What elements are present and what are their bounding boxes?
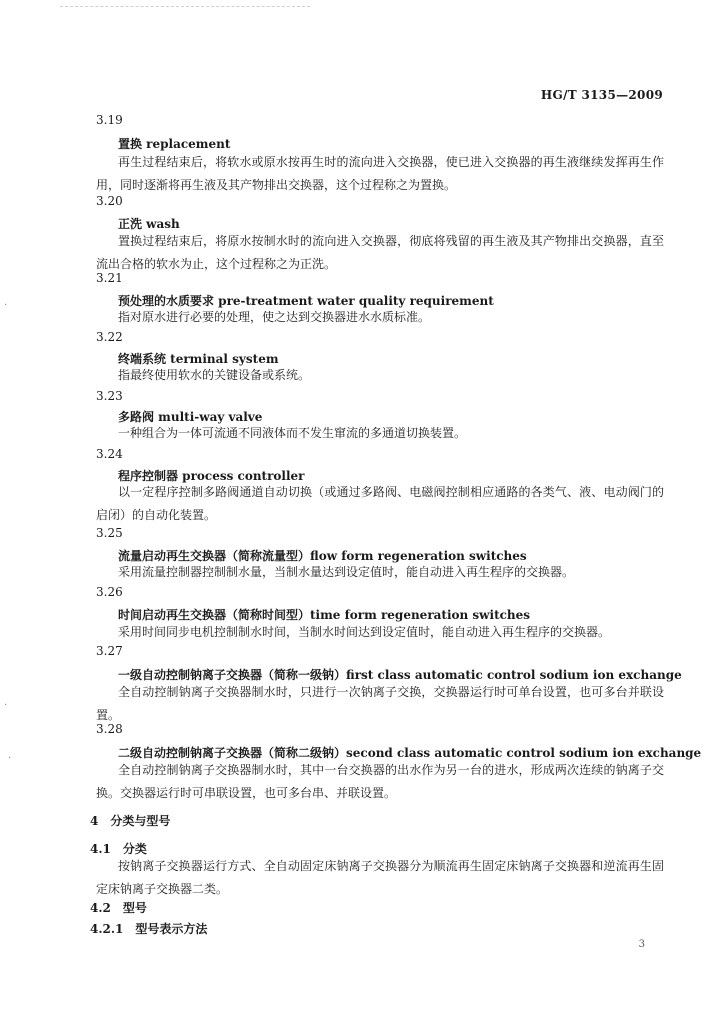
clause-term: 二级自动控制钠离子交换器（简称二级钠）second class automatic control sodium ion exchange bbox=[118, 746, 702, 760]
clause-text: 一种组合为一体可流通不同液体而不发生窜流的多通道切换装置。 bbox=[118, 426, 467, 440]
clause-text: 置换过程结束后，将原水按制水时的流向进入交换器，彻底将残留的再生液及其产物排出交换器，直至流出合格的软水为止，这个过程称之为正洗。 bbox=[96, 234, 664, 271]
clause-number: 3.25 bbox=[96, 526, 123, 540]
clause-number: 3.19 bbox=[96, 113, 123, 127]
clause-number: 3.27 bbox=[96, 644, 123, 658]
scan-top-line bbox=[60, 6, 310, 7]
clause-text: 指最终使用软水的关键设备或系统。 bbox=[118, 368, 311, 382]
clause-term: 置换 replacement bbox=[118, 137, 231, 151]
clause-text: 再生过程结束后，将软水或原水按再生时的流向进入交换器，使已进入交换器的再生液继续发挥再生作用，同时逐渐将再生液及其产物排出交换器，这个过程称之为置换。 bbox=[96, 155, 664, 192]
scan-speck: · bbox=[8, 753, 12, 764]
clause-number: 3.28 bbox=[96, 722, 123, 736]
standard-code: HG/T 3135—2009 bbox=[540, 88, 663, 102]
clause-text: 以一定程序控制多路阀通道自动切换（或通过多路阀、电磁阀控制相应通路的各类气、液、电动阀门的启闭）的自动化装置。 bbox=[96, 485, 664, 522]
clause-text: 指对原水进行必要的处理，使之达到交换器进水水质标准。 bbox=[118, 310, 431, 324]
clause-number: 3.24 bbox=[96, 447, 123, 461]
section-heading: 4 分类与型号 bbox=[90, 814, 171, 828]
clause-term: 多路阀 multi-way valve bbox=[118, 410, 263, 424]
clause-term: 程序控制器 process controller bbox=[118, 469, 305, 483]
clause-number: 3.23 bbox=[96, 389, 123, 403]
clause-term: 正洗 wash bbox=[118, 217, 180, 231]
clause-text: 全自动控制钠离子交换器制水时，其中一台交换器的出水作为另一台的进水，形成两次连续的钠离子交换。交换器运行时可串联设置，也可多台串、并联设置。 bbox=[96, 763, 664, 800]
scan-speck: · bbox=[4, 300, 8, 311]
clause-term: 时间启动再生交换器（简称时间型）time form regeneration switches bbox=[118, 608, 531, 622]
clause-term: 一级自动控制钠离子交换器（简称一级钠）first class automatic control sodium ion exchange bbox=[118, 668, 682, 682]
subsection-heading: 4.1 分类 bbox=[90, 842, 147, 856]
clause-text: 全自动控制钠离子交换器制水时，只进行一次钠离子交换，交换器运行时可单台设置，也可多台并联设置。 bbox=[96, 685, 664, 722]
clause-number: 3.20 bbox=[96, 194, 123, 208]
clause-term: 终端系统 terminal system bbox=[118, 352, 279, 366]
clause-number: 3.26 bbox=[96, 585, 123, 599]
page-number: 3 bbox=[638, 939, 645, 950]
scan-speck: · bbox=[4, 700, 8, 711]
clause-text: 采用流量控制器控制制水量，当制水量达到设定值时，能自动进入再生程序的交换器。 bbox=[118, 565, 575, 579]
clause-number: 3.21 bbox=[96, 271, 123, 285]
clause-term: 预处理的水质要求 pre-treatment water quality requirement bbox=[118, 294, 494, 308]
subsection-heading: 4.2 型号 bbox=[90, 901, 147, 915]
subsection-text: 按钠离子交换器运行方式、全自动固定床钠离子交换器分为顺流再生固定床钠离子交换器和逆流再生固定床钠离子交换器二类。 bbox=[96, 859, 664, 896]
clause-term: 流量启动再生交换器（简称流量型）flow form regeneration switches bbox=[118, 549, 527, 563]
clause-number: 3.22 bbox=[96, 330, 123, 344]
clause-text: 采用时间同步电机控制制水时间，当制水时间达到设定值时，能自动进入再生程序的交换器。 bbox=[118, 625, 611, 639]
subsection-heading: 4.2.1 型号表示方法 bbox=[90, 922, 208, 936]
